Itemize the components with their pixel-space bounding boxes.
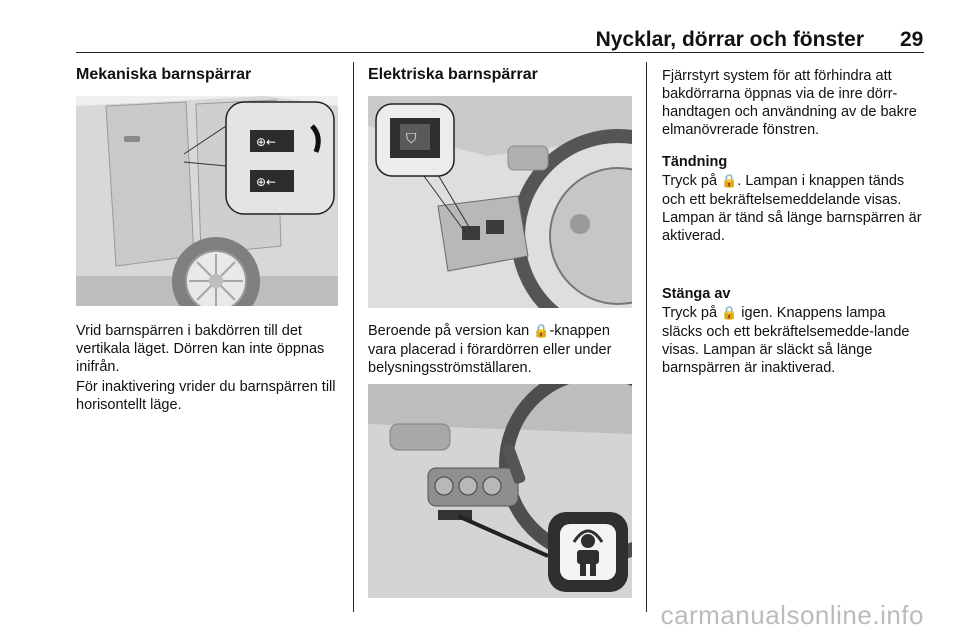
svg-text:⊕←: ⊕← bbox=[256, 175, 277, 189]
svg-text:⛉: ⛉ bbox=[406, 131, 417, 147]
section-title-mechanical: Mekaniska barnspärrar bbox=[76, 66, 252, 83]
electric-paragraph: Beroende på version kan 🔒-knappen vara placerad i förardörren eller under belysningsströmställaren. bbox=[368, 323, 612, 376]
page-header-title: Nycklar, dörrar och fönster bbox=[595, 28, 864, 51]
child-lock-icon: 🔒 bbox=[721, 174, 738, 189]
svg-text:⊕←: ⊕← bbox=[256, 135, 277, 149]
column-divider-1 bbox=[353, 62, 354, 612]
child-lock-icon: 🔒 bbox=[721, 306, 738, 321]
remote-system-intro: Fjärrstyrt system för att förhindra att bakdörrarna öppnas via de inre dörr-handtagen och användning av de bakre elmanövrerade fönstren. bbox=[662, 68, 917, 138]
page-number: 29 bbox=[900, 28, 924, 51]
child-lock-icon: 🔒 bbox=[533, 324, 550, 339]
subhead-turn-off: Stänga av bbox=[662, 286, 731, 302]
column-divider-2 bbox=[646, 62, 647, 612]
figure-rear-door-child-lock bbox=[76, 96, 338, 306]
section-title-electric: Elektriska barnspärrar bbox=[368, 66, 538, 83]
mechanical-paragraph-2: För inaktivering vrider du barnspärren till horisontellt läge. bbox=[76, 379, 336, 413]
subhead-ignition: Tändning bbox=[662, 154, 728, 170]
mechanical-paragraph-1: Vrid barnspärren i bakdörren till det vertikala läget. Dörren kan inte öppnas inifrån. bbox=[76, 323, 325, 375]
ignition-paragraph: Tryck på 🔒. Lampan i knappen tänds och ett bekräftelsemeddelande visas. Lampan är tänd så länge barnspärren är aktiverad. bbox=[662, 173, 922, 244]
figure-light-switch-panel bbox=[368, 384, 632, 598]
figure-door-switch-panel bbox=[368, 96, 632, 308]
turn-off-paragraph: Tryck på 🔒 igen. Knappens lampa släcks och ett bekräftelsemedde-lande visas. Lampan är släckt så länge barnspärren är inaktiverad. bbox=[662, 305, 910, 376]
header-rule bbox=[76, 52, 924, 53]
watermark: carmanualsonline.info bbox=[660, 600, 924, 630]
